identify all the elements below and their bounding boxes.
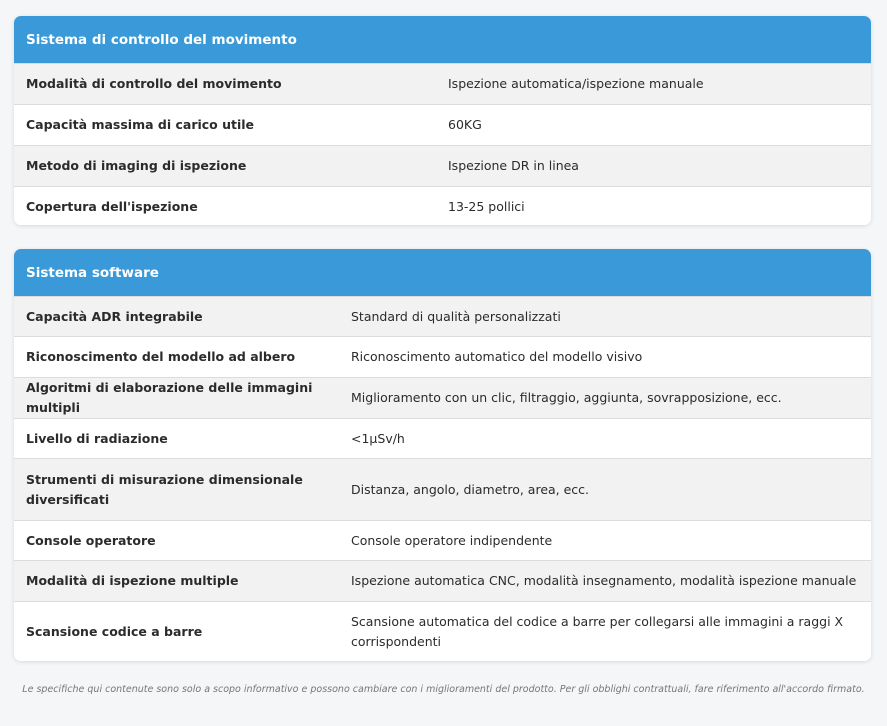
spec-label: Scansione codice a barre: [26, 623, 203, 639]
spec-label: Algoritmi di elaborazione delle immagini multipli: [26, 380, 313, 415]
spec-row: [14, 418, 871, 458]
section-motion-control: [14, 16, 871, 225]
spec-row: [14, 377, 871, 418]
spec-value: Distanza, angolo, diametro, area, ecc.: [351, 481, 590, 497]
spec-row: [14, 336, 871, 377]
spec-label: Riconoscimento del modello ad albero: [26, 349, 296, 364]
spec-label: Console operatore: [26, 532, 156, 548]
spec-value: Scansione automatica del codice a barre per collegarsi alle immagini a raggi X corrispondenti: [351, 613, 844, 649]
spec-label: Capacità massima di carico utile: [26, 117, 255, 132]
spec-label: Livello di radiazione: [26, 430, 168, 446]
spec-label: Capacità ADR integrabile: [26, 308, 203, 324]
spec-row: [14, 104, 871, 145]
spec-value: <1μSv/h: [351, 430, 405, 446]
section-title: Sistema di controllo del movimento: [14, 16, 871, 63]
spec-value: Ispezione automatica CNC, modalità insegnamento, modalità ispezione manuale: [351, 573, 857, 588]
spec-value: Ispezione DR in linea: [448, 158, 579, 173]
footer-disclaimer: Le specifiche qui contenute sono solo a scopo informativo e possono cambiare con i miglioramenti del prodotto. Per gli obblighi contrattuali, fare riferimento all'accordo firmato.: [22, 684, 865, 695]
section-title: Sistema software: [14, 249, 871, 296]
section-software: [14, 249, 871, 661]
spec-value: 60KG: [448, 117, 482, 132]
spec-value: Miglioramento con un clic, filtraggio, aggiunta, sovrapposizione, ecc.: [351, 390, 782, 405]
spec-label: Modalità di ispezione multiple: [26, 573, 239, 588]
spec-row: [14, 458, 871, 520]
spec-label: Strumenti di misurazione dimensionale diversificati: [26, 471, 303, 507]
spec-row: [14, 145, 871, 186]
spec-value: Riconoscimento automatico del modello visivo: [351, 349, 643, 364]
spec-row: [14, 296, 871, 336]
spec-row: [14, 63, 871, 104]
spec-row: [14, 520, 871, 560]
spec-label: Modalità di controllo del movimento: [26, 76, 282, 91]
spec-row: [14, 601, 871, 661]
spec-label: Metodo di imaging di ispezione: [26, 158, 247, 173]
spec-value: 13-25 pollici: [448, 199, 525, 214]
spec-value: Standard di qualità personalizzati: [351, 308, 561, 324]
spec-row: [14, 560, 871, 601]
spec-value: Ispezione automatica/ispezione manuale: [448, 76, 704, 91]
spec-label: Copertura dell'ispezione: [26, 199, 198, 214]
spec-value: Console operatore indipendente: [351, 532, 553, 548]
spec-row: [14, 186, 871, 225]
